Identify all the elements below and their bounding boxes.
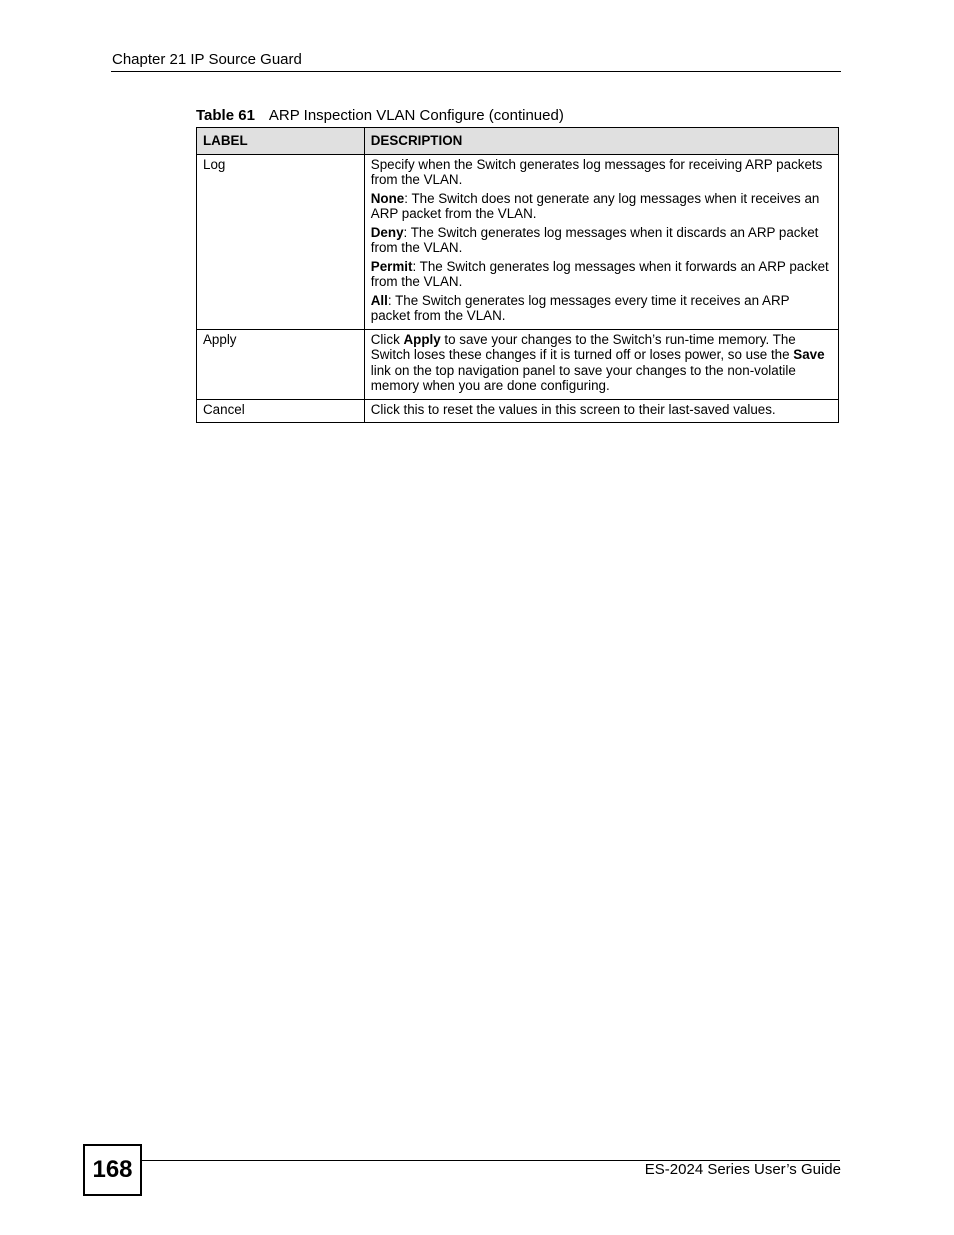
row-label: Apply xyxy=(197,329,365,399)
column-header-label: LABEL xyxy=(197,128,365,155)
table-row-apply xyxy=(197,329,839,399)
row-label: Cancel xyxy=(197,399,365,423)
option-name: Deny xyxy=(370,224,404,240)
text-segment-bold: Apply xyxy=(403,331,441,347)
table-caption xyxy=(196,107,564,125)
row-description xyxy=(364,329,838,399)
page-header xyxy=(111,51,841,72)
description-paragraph xyxy=(371,259,832,290)
chapter-title: Chapter 21 IP Source Guard xyxy=(112,51,302,68)
paragraph-text: : The Switch generates log messages every time it receives an ARP packet from the VLAN. xyxy=(370,292,790,323)
table-number: Table 61 xyxy=(196,107,255,124)
table-header-row xyxy=(197,128,839,155)
column-header-description: DESCRIPTION xyxy=(364,128,838,155)
text-segment: link on the top navigation panel to save your changes to the non-volatile memory when you are done configuring. xyxy=(370,362,796,393)
row-label: Log xyxy=(197,154,365,329)
paragraph-text: : The Switch does not generate any log messages when it receives an ARP packet from the VLAN. xyxy=(370,190,820,221)
text-segment: Click xyxy=(370,331,404,347)
text-segment: to save your changes to the Switch’s run-time memory. The Switch loses these changes if it is turned off or loses power, so use the xyxy=(370,331,796,362)
option-name: None xyxy=(370,190,405,206)
paragraph-text: Specify when the Switch generates log messages for receiving ARP packets from the VLAN. xyxy=(370,156,823,187)
description-paragraph xyxy=(371,191,832,222)
description-paragraph xyxy=(371,157,832,188)
option-name: Permit xyxy=(370,258,413,274)
table-row-log xyxy=(197,154,839,329)
table-title: ARP Inspection VLAN Configure (continued) xyxy=(268,107,564,124)
row-description: Click this to reset the values in this screen to their last-saved values. xyxy=(364,399,838,423)
arp-inspection-vlan-table xyxy=(196,127,839,423)
row-description xyxy=(364,154,838,329)
table-row-cancel xyxy=(197,399,839,423)
description-paragraph xyxy=(371,225,832,256)
description-paragraph xyxy=(371,293,832,324)
guide-title: ES-2024 Series User’s Guide xyxy=(644,1161,841,1178)
page-number: 168 xyxy=(83,1144,142,1196)
paragraph-text: : The Switch generates log messages when it forwards an ARP packet from the VLAN. xyxy=(370,258,829,289)
text-segment-bold: Save xyxy=(793,347,825,362)
paragraph-text: : The Switch generates log messages when it discards an ARP packet from the VLAN. xyxy=(370,224,819,255)
option-name: All xyxy=(370,292,388,308)
